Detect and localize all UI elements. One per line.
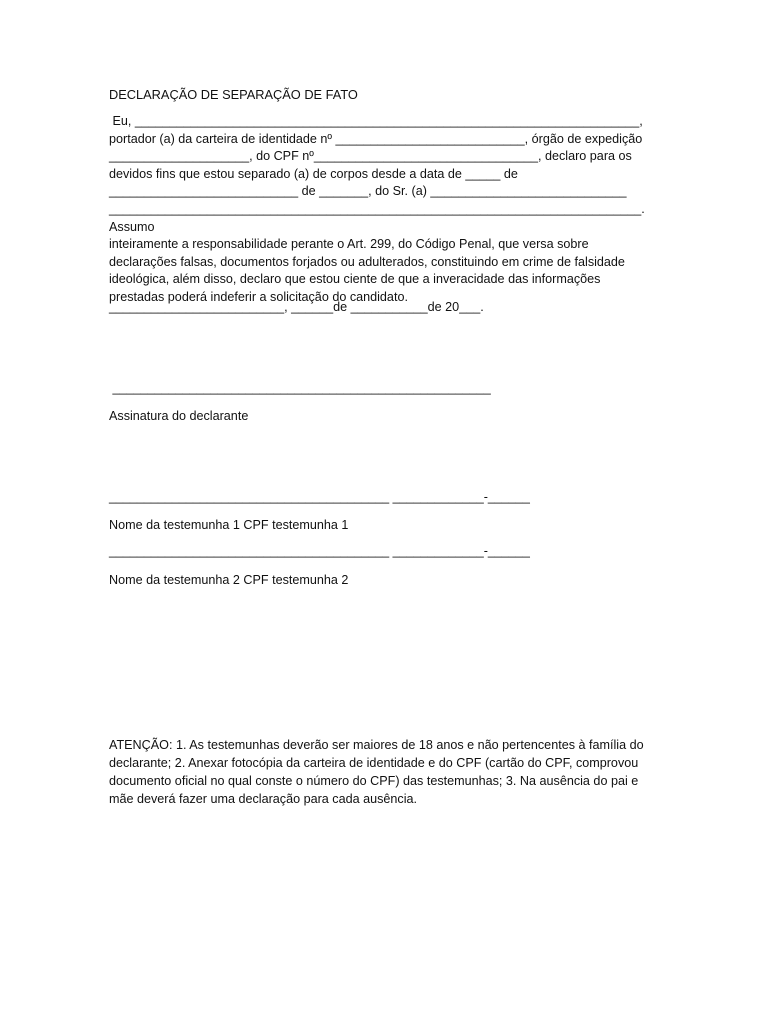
witness-2-caption: Nome da testemunha 2 CPF testemunha 2 <box>109 573 349 587</box>
signature-line: ______________________________________________________ <box>109 381 491 395</box>
witness-2-line: ________________________________________ _____________-______ <box>109 544 530 558</box>
declaration-paragraph: Eu, ________________________________________________________________________, portador (a) da carteira de identidade nº ___________________________, órgão de expedição ____________________, do CPF nº________________________________, declaro para os devidos fins que estou separado (a) de corpos desde a data de _____ de ___________________________ de _______, do Sr. (a) ____________________________ ____________________________________________________________________________. Assumo inteiramente a responsabilidade perante o Art. 299, do Código Penal, que versa sobre declarações falsas, documentos forjados ou adulterados, constituindo em crime de falsidade ideológica, além disso, declaro que estou ciente de que a inveracidade das informações prestadas poderá indeferir a solicitação do candidato. <box>109 114 645 304</box>
date-line: _________________________, ______de ___________de 20___. <box>109 300 484 314</box>
signature-caption: Assinatura do declarante <box>109 409 249 423</box>
document-title: DECLARAÇÃO DE SEPARAÇÃO DE FATO <box>109 87 358 102</box>
witness-1-line: ________________________________________ _____________-______ <box>109 490 530 504</box>
attention-note: ATENÇÃO: 1. As testemunhas deverão ser maiores de 18 anos e não pertencentes à família do declarante; 2. Anexar fotocópia da carteira de identidade e do CPF (cartão do CPF, comprovou documento oficial no qual conste o número do CPF) das testemunhas; 3. Na ausência do pai e mãe deverá fazer uma declaração para cada ausência. <box>109 738 644 806</box>
witness-1-caption: Nome da testemunha 1 CPF testemunha 1 <box>109 518 349 532</box>
